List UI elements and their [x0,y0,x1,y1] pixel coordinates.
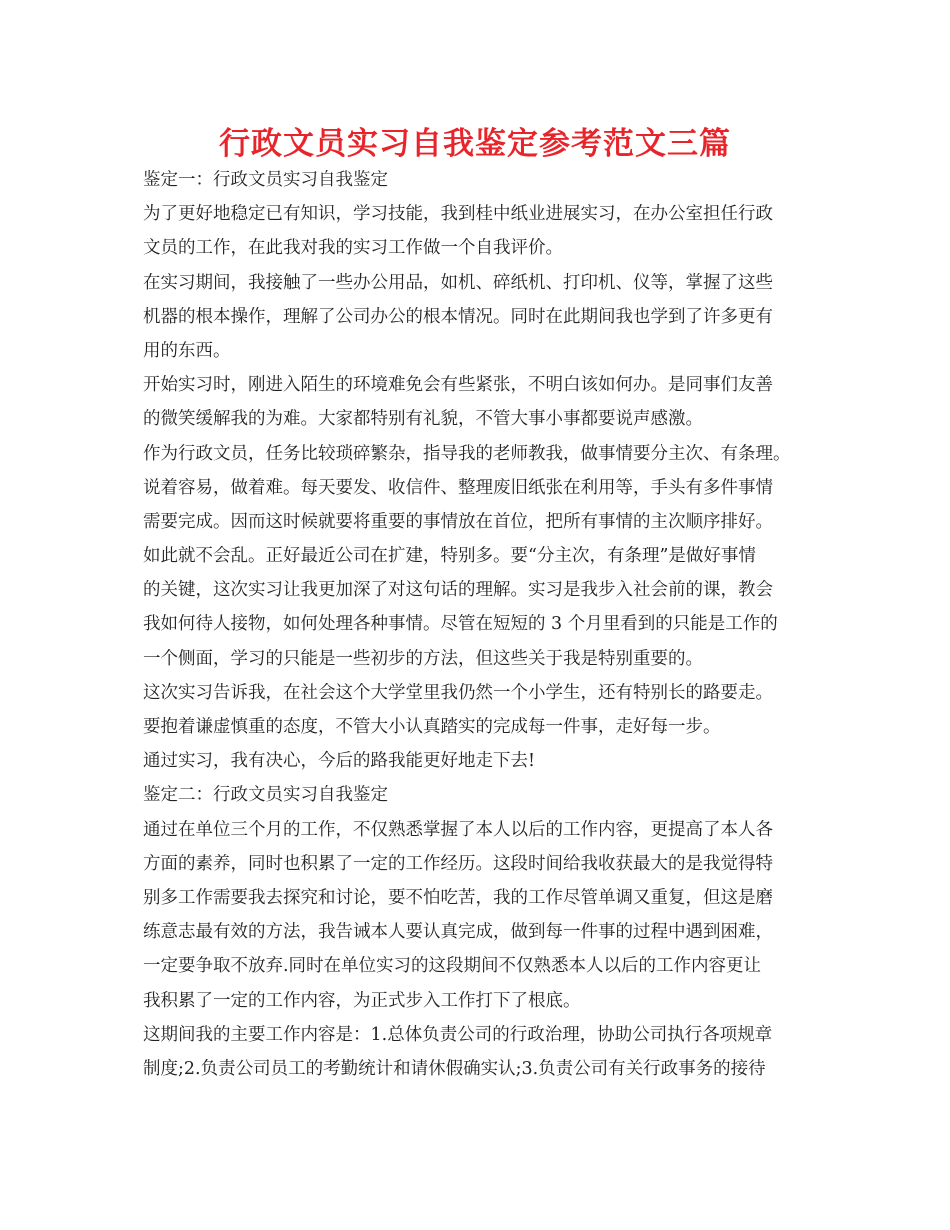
body-line: 一定要争取不放弃.同时在单位实习的这段期间不仅熟悉本人以后的工作内容更让 [143,956,762,977]
body-line: 需要完成。因而这时候就要将重要的事情放在首位，把所有事情的主次顺序排好。 [143,511,773,532]
body-line: 通过实习，我有决心，今后的路我能更好地走下去! [143,751,536,772]
body-line: 的微笑缓解我的为难。大家都特别有礼貌，不管大事小事都要说声感激。 [143,409,703,430]
document-body [143,163,823,1086]
body-line: 练意志最有效的方法，我告诫本人要认真完成，做到每一件事的过程中遇到困难， [143,922,773,943]
document-title: 行政文员实习自我鉴定参考范文三篇 [219,126,731,162]
body-line: 我积累了一定的工作内容，为正式步入工作打下了根底。 [143,990,581,1011]
body-line: 说着容易，做着难。每天要发、收信件、整理废旧纸张在利用等，手头有多件事情 [143,477,773,498]
body-line: 别多工作需要我去探究和讨论，要不怕吃苦，我的工作尽管单调又重复，但这是磨 [143,887,773,908]
body-line: 开始实习时，刚进入陌生的环境难免会有些紧张，不明白该如何办。是同事们友善 [143,375,773,396]
body-line: 文员的工作，在此我对我的实习工作做一个自我评价。 [143,238,563,259]
body-line: 作为行政文员，任务比较琐碎繁杂，指导我的老师教我，做事情要分主次、有条理。 [143,443,791,464]
body-line: 制度;2.负责公司员工的考勤统计和请休假确实认;3.负责公司有关行政事务的接待 [143,1058,766,1079]
body-line: 要抱着谦虚慎重的态度，不管大小认真踏实的完成每一件事，走好每一步。 [143,717,721,737]
body-line: 鉴定一：行政文员实习自我鉴定 [143,170,388,190]
body-line: 在实习期间，我接触了一些办公用品，如机、碎纸机、打印机、仪等，掌握了这些 [143,272,773,293]
body-line: 这次实习告诉我，在社会这个大学堂里我仍然一个小学生，还有特别长的路要走。 [143,682,773,703]
body-line: 我如何待人接物，如何处理各种事情。尽管在短短的 3 个月里看到的只能是工作的 [143,614,778,635]
body-line: 机器的根本操作，理解了公司办公的根本情况。同时在此期间我也学到了许多更有 [143,306,773,327]
body-line: 通过在单位三个月的工作，不仅熟悉掌握了本人以后的工作内容，更提高了本人各 [143,819,773,840]
body-line: 用的东西。 [143,340,231,361]
body-line: 一个侧面，学习的只能是一些初步的方法，但这些关于我是特别重要的。 [143,648,703,669]
body-line: 如此就不会乱。正好最近公司在扩建，特别多。要“分主次，有条理”是做好事情 [143,546,756,567]
body-line: 的关键，这次实习让我更加深了对这句话的理解。实习是我步入社会前的课，教会 [143,580,773,601]
body-line: 方面的素养，同时也积累了一定的工作经历。这段时间给我收获最大的是我觉得特 [143,853,773,874]
body-line: 鉴定二：行政文员实习自我鉴定 [143,785,388,806]
body-line: 这期间我的主要工作内容是：1.总体负责公司的行政治理，协助公司执行各项规章 [143,1024,773,1045]
body-line: 为了更好地稳定已有知识，学习技能，我到桂中纸业进展实习，在办公室担任行政 [143,204,773,225]
